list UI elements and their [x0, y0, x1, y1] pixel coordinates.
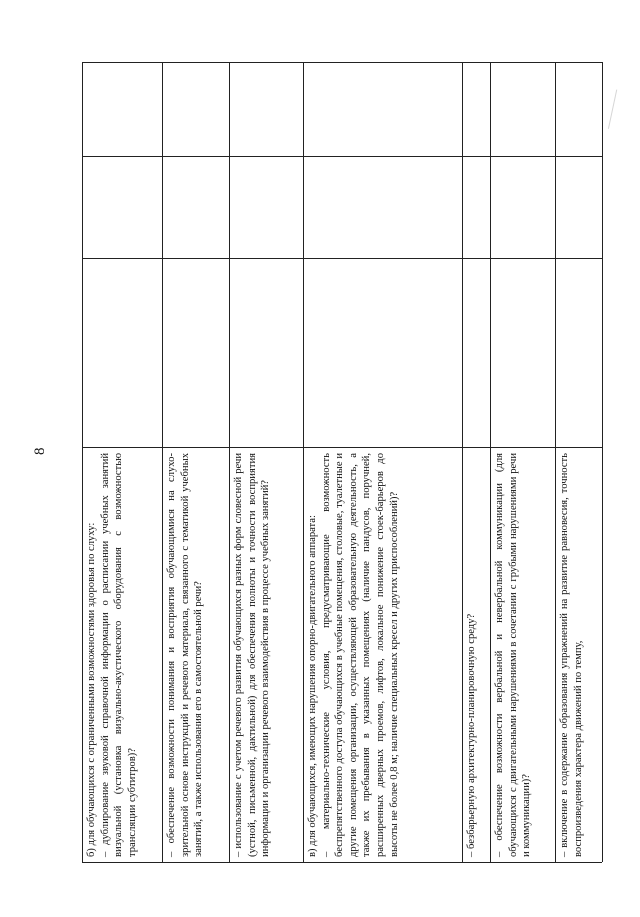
cell-line: – дублирование звуковой справочной информации о расписании учебных занятий визуальной (установка визуально-акустического оборудования с возможностью трансляции субтитров)? — [99, 453, 138, 857]
cell-line: – включение в содержание образования упражнений на развитие равновесия, точность воспроизведения характера движений по темпу, — [559, 453, 584, 857]
cell-line: б) для обучающихся с ограниченными возможностями здоровья по слуху: — [86, 522, 97, 857]
page-number: 8 — [32, 447, 48, 455]
cell-line: – материально-технические условия, предусматривающие возможность беспрепятственного доступа обучающихся в учебные помещения, столовые, туалетные и другие помещения организации, осуществляющей образовательную деятельность, а также их пребывания в указанных помещениях (наличие пандусов, поручней, расширенных дверных проемов, лифтов, локальное понижение стоек-барьеров до высоты не более 0,8 м; наличие специальных кресел и других приспособлений)? — [320, 453, 400, 857]
cell-text — [230, 448, 303, 862]
cell-text — [163, 448, 229, 862]
cell-text — [491, 448, 555, 862]
cell-text — [556, 448, 602, 862]
table-row — [304, 448, 462, 862]
table-row — [163, 448, 229, 862]
column-divider — [82, 258, 602, 259]
table-row — [491, 448, 555, 862]
cell-line: – обеспечение возможности понимания и восприятия обучающимися на слухо-зрительной основе инструкций и речевого материала, связанного с тематикой учебных занятий, а также использования его в самостоятельной речи? — [166, 453, 205, 857]
table-row — [230, 448, 303, 862]
table-row — [463, 448, 490, 862]
cell-line: – обеспечение возможности вербальной и невербальной коммуникации (для обучающихся с двигательными нарушениями в сочетании с грубыми нарушениями речи и коммуникации)? — [494, 453, 533, 857]
table-row — [556, 448, 602, 862]
cell-text — [83, 448, 162, 862]
cell-line: – безбарьерную архитектурно-планировочную среду? — [466, 613, 477, 857]
table-border-right — [602, 62, 603, 862]
table-border-bottom — [82, 862, 602, 863]
column-divider — [82, 156, 602, 157]
cell-text — [304, 448, 462, 862]
scan-mark — [608, 90, 625, 131]
cell-line: – использование с учетом речевого развития обучающихся разных форм словесной речи (устной, письменной, дактильной) для обеспечения полноты и точности восприятия информации и организации речевого взаимодействия в процессе учебных занятий? — [233, 453, 272, 857]
table-border-top — [82, 62, 602, 63]
cell-text — [463, 448, 490, 862]
cell-line: в) для обучающихся, имеющих нарушения опорно-двигательного аппарата: — [307, 515, 318, 857]
table-row — [83, 448, 162, 862]
